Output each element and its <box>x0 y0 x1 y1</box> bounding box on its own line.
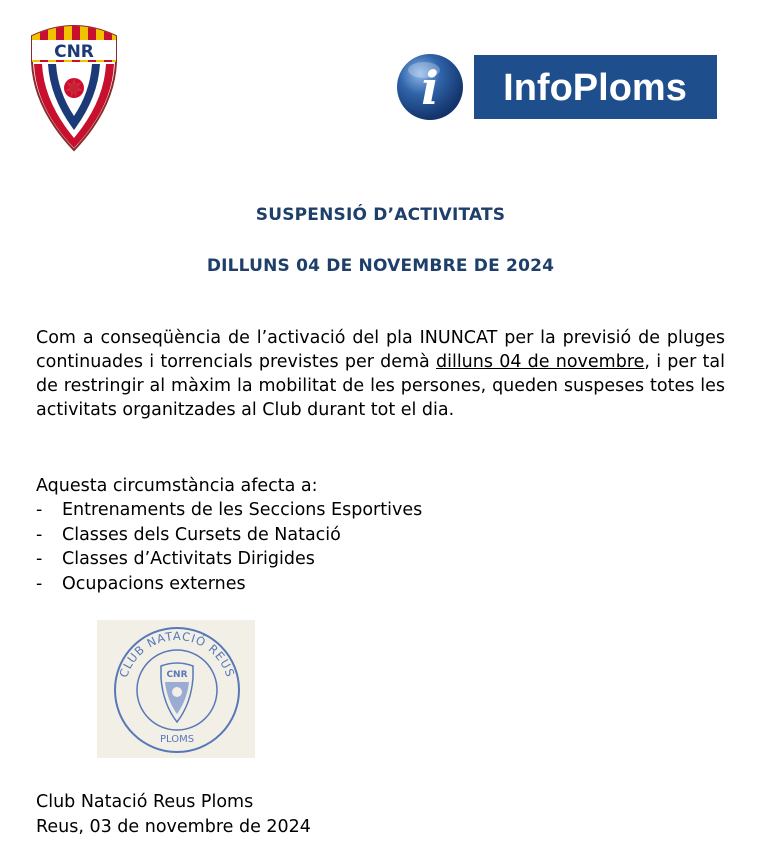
list-item: - Entrenaments de les Seccions Esportives <box>36 500 423 520</box>
stamp-ring-text: CLUB NATACIÓ REUS <box>116 628 238 680</box>
document-date-title: DILLUNS 04 DE NOVEMBRE DE 2024 <box>206 256 555 276</box>
club-crest-logo <box>26 16 122 154</box>
affects-intro: Aquesta circumstància afecta a: <box>36 476 318 496</box>
list-item: - Ocupacions externes <box>36 573 246 594</box>
infoploms-logo <box>396 52 720 122</box>
crest-letters: CNR <box>54 42 94 62</box>
paragraph-text-start: Com a conseqüència de l’activació del pla INUNCAT per la previsió de pluges continuades i torrencials previstes per demà <box>36 328 725 372</box>
list-item: - Classes dels Cursets de Natació <box>36 524 341 545</box>
stamp-bottom-text: PLOMS <box>159 734 195 745</box>
announcement-paragraph <box>36 326 725 422</box>
stamp-shield-letters: CNR <box>166 670 188 680</box>
signature-block <box>36 790 311 840</box>
signature-place-date: Reus, 03 de novembre de 2024 <box>36 817 311 837</box>
document-title: SUSPENSIÓ D’ACTIVITATS <box>255 205 506 225</box>
info-i-icon: i <box>421 61 439 115</box>
underlined-date: dilluns 04 de novembre <box>435 352 645 372</box>
paragraph-text-end: , i per tal de restringir al màxim la mobilitat de les persones, queden suspeses totes les activitats organitzades al Club durant tot el dia. <box>36 352 726 420</box>
club-stamp <box>97 620 255 758</box>
affected-activities-list <box>36 498 422 596</box>
infoploms-wordmark: InfoPloms <box>503 67 687 109</box>
list-item: - Classes d’Activitats Dirigides <box>36 549 315 569</box>
signature-club-name: Club Natació Reus Ploms <box>36 792 254 812</box>
